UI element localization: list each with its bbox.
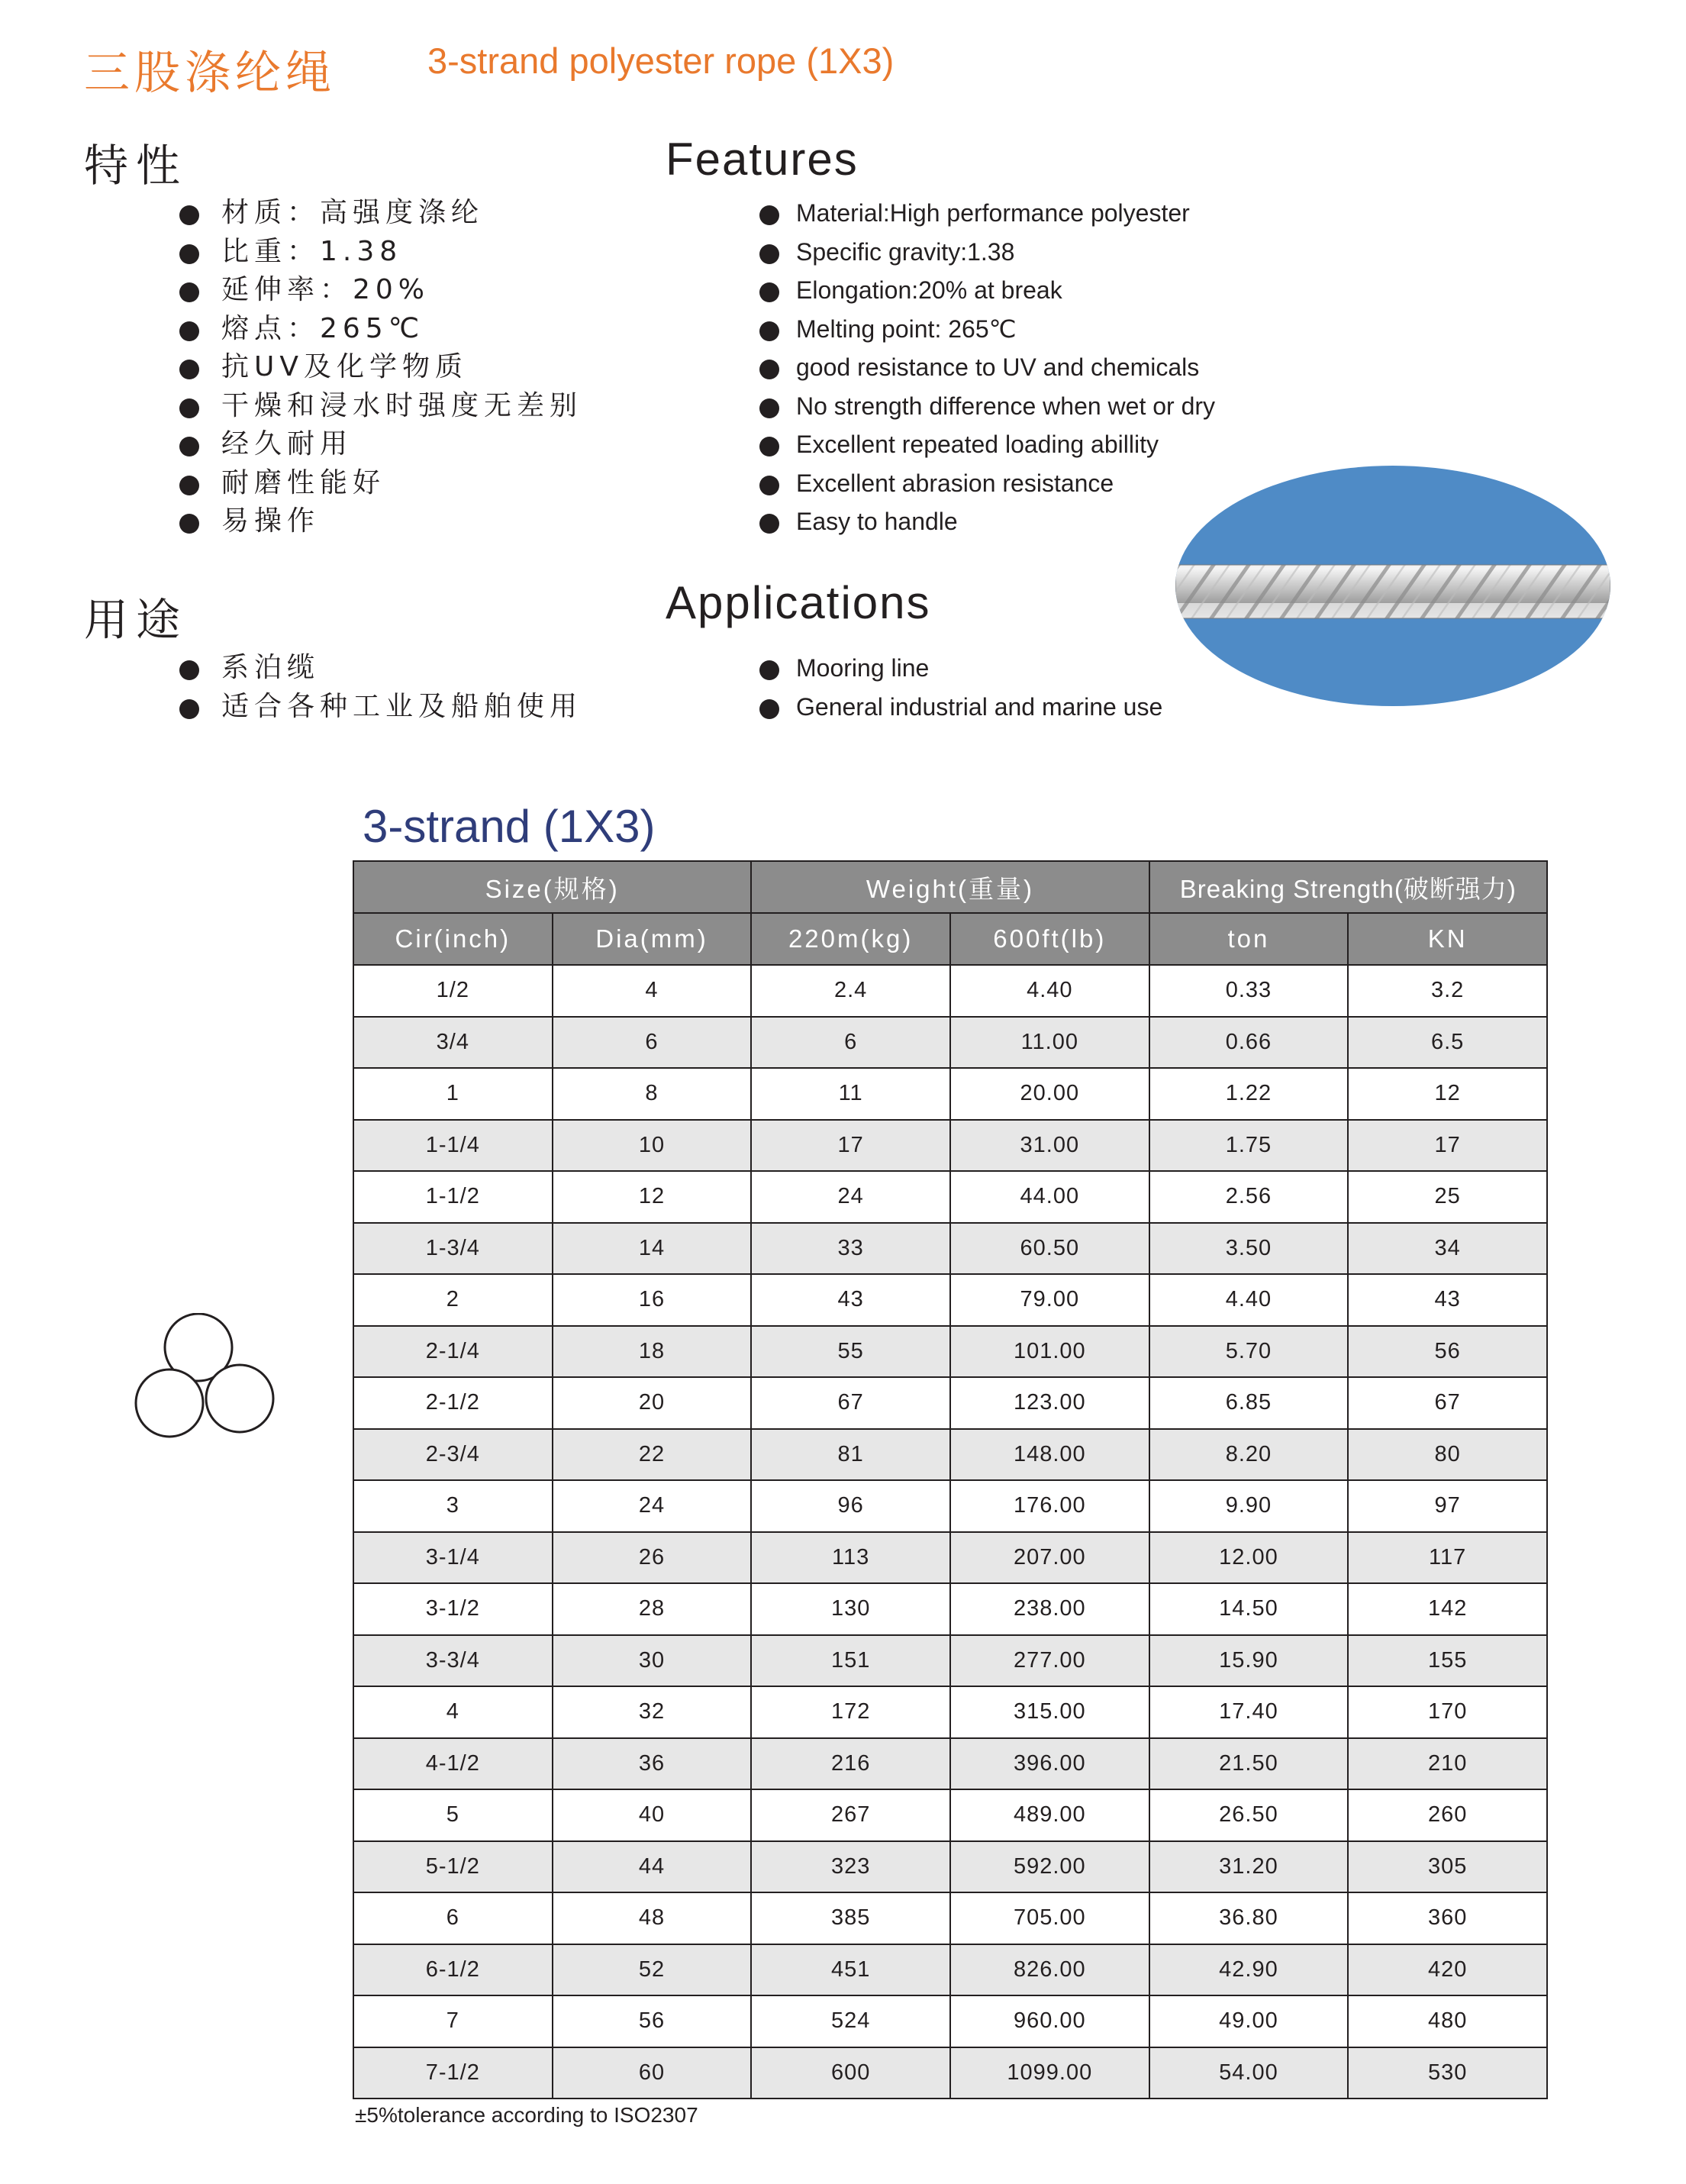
table-row xyxy=(353,1892,1547,1944)
bullet-icon xyxy=(759,244,779,264)
table-row xyxy=(353,1068,1547,1120)
cell-weight-220m: 172 xyxy=(751,1686,950,1738)
cell-dia: 24 xyxy=(553,1480,752,1532)
bullet-icon xyxy=(759,514,779,534)
cell-dia: 60 xyxy=(553,2047,752,2099)
cell-strength-kn: 420 xyxy=(1348,1944,1547,1996)
rope-photo xyxy=(1175,466,1610,706)
table-row xyxy=(353,1223,1547,1275)
cell-weight-220m: 17 xyxy=(751,1120,950,1172)
cell-strength-kn: 360 xyxy=(1348,1892,1547,1944)
cell-dia: 18 xyxy=(553,1326,752,1378)
cell-strength-ton: 1.22 xyxy=(1149,1068,1349,1120)
feature-en-item xyxy=(759,194,1215,233)
table-row xyxy=(353,1532,1547,1584)
cell-dia: 40 xyxy=(553,1789,752,1841)
feature-cn-text: 干燥和浸水时强度无差别 xyxy=(221,389,583,421)
cell-weight-220m: 6 xyxy=(751,1017,950,1069)
bullet-icon xyxy=(759,660,779,680)
feature-en-text: Excellent repeated loading abillity xyxy=(796,431,1159,458)
bullet-icon xyxy=(759,476,779,495)
cell-weight-220m: 600 xyxy=(751,2047,950,2099)
cell-dia: 20 xyxy=(553,1377,752,1429)
cell-weight-600ft: 238.00 xyxy=(950,1583,1149,1635)
cell-strength-ton: 42.90 xyxy=(1149,1944,1349,1996)
cell-strength-kn: 3.2 xyxy=(1348,965,1547,1017)
cell-strength-ton: 4.40 xyxy=(1149,1274,1349,1326)
cell-dia: 36 xyxy=(553,1738,752,1790)
table-row xyxy=(353,1841,1547,1893)
cell-strength-ton: 8.20 xyxy=(1149,1429,1349,1481)
cell-strength-ton: 17.40 xyxy=(1149,1686,1349,1738)
feature-cn-text: 抗UV及化学物质 xyxy=(221,351,468,382)
cell-weight-600ft: 123.00 xyxy=(950,1377,1149,1429)
cell-weight-600ft: 31.00 xyxy=(950,1120,1149,1172)
cell-strength-kn: 142 xyxy=(1348,1583,1547,1635)
feature-en-item xyxy=(759,502,1215,541)
cell-weight-600ft: 148.00 xyxy=(950,1429,1149,1481)
feature-cn-item xyxy=(179,425,582,464)
cell-strength-ton: 0.66 xyxy=(1149,1017,1349,1069)
bullet-icon xyxy=(179,699,199,719)
bullet-icon xyxy=(759,360,779,379)
cell-dia: 4 xyxy=(553,965,752,1017)
feature-en-text: Excellent abrasion resistance xyxy=(796,469,1114,497)
feature-cn-item xyxy=(179,464,582,503)
bullet-icon xyxy=(179,398,199,418)
feature-en-item xyxy=(759,387,1215,426)
cell-strength-kn: 480 xyxy=(1348,1995,1547,2047)
cell-dia: 16 xyxy=(553,1274,752,1326)
cell-strength-ton: 9.90 xyxy=(1149,1480,1349,1532)
feature-en-item xyxy=(759,271,1215,310)
feature-cn-item xyxy=(179,271,582,310)
bullet-icon xyxy=(179,321,199,341)
table-row xyxy=(353,1326,1547,1378)
bullet-icon xyxy=(179,282,199,302)
spec-table-body xyxy=(353,965,1547,2099)
feature-cn-text: 易操作 xyxy=(221,505,321,537)
cell-strength-kn: 305 xyxy=(1348,1841,1547,1893)
cell-strength-kn: 34 xyxy=(1348,1223,1547,1275)
cell-weight-220m: 43 xyxy=(751,1274,950,1326)
application-cn-text: 适合各种工业及船舶使用 xyxy=(221,690,583,722)
bullet-icon xyxy=(179,437,199,456)
cell-strength-ton: 36.80 xyxy=(1149,1892,1349,1944)
cell-weight-600ft: 44.00 xyxy=(950,1171,1149,1223)
cell-weight-600ft: 396.00 xyxy=(950,1738,1149,1790)
cell-weight-600ft: 1099.00 xyxy=(950,2047,1149,2099)
cell-strength-ton: 2.56 xyxy=(1149,1171,1349,1223)
cell-dia: 32 xyxy=(553,1686,752,1738)
cell-weight-220m: 67 xyxy=(751,1377,950,1429)
table-row xyxy=(353,965,1547,1017)
feature-cn-item xyxy=(179,348,582,387)
application-cn-item xyxy=(179,649,582,688)
cell-dia: 14 xyxy=(553,1223,752,1275)
cell-strength-ton: 21.50 xyxy=(1149,1738,1349,1790)
cell-strength-ton: 26.50 xyxy=(1149,1789,1349,1841)
cell-cir: 7-1/2 xyxy=(353,2047,553,2099)
feature-en-text: good resistance to UV and chemicals xyxy=(796,353,1200,381)
cell-cir: 7 xyxy=(353,1995,553,2047)
cell-strength-ton: 49.00 xyxy=(1149,1995,1349,2047)
cell-strength-kn: 25 xyxy=(1348,1171,1547,1223)
col-header-dia: Dia(mm) xyxy=(553,913,752,965)
table-row xyxy=(353,1120,1547,1172)
feature-cn-text: 材质：高强度涤纶 xyxy=(221,197,485,228)
cell-cir: 2-1/4 xyxy=(353,1326,553,1378)
applications-list-cn xyxy=(179,649,582,726)
cell-weight-220m: 130 xyxy=(751,1583,950,1635)
cell-cir: 1-1/2 xyxy=(353,1171,553,1223)
cell-strength-kn: 170 xyxy=(1348,1686,1547,1738)
bullet-icon xyxy=(759,205,779,225)
cell-weight-220m: 385 xyxy=(751,1892,950,1944)
cell-dia: 28 xyxy=(553,1583,752,1635)
cell-weight-600ft: 101.00 xyxy=(950,1326,1149,1378)
features-heading-en: Features xyxy=(666,134,859,185)
cell-cir: 4-1/2 xyxy=(353,1738,553,1790)
features-heading-cn: 特性 xyxy=(84,140,189,192)
cell-weight-600ft: 489.00 xyxy=(950,1789,1149,1841)
table-row xyxy=(353,1738,1547,1790)
cell-cir: 3-3/4 xyxy=(353,1635,553,1687)
application-en-text: Mooring line xyxy=(796,654,930,682)
cell-weight-220m: 113 xyxy=(751,1532,950,1584)
table-row xyxy=(353,1944,1547,1996)
cell-strength-ton: 5.70 xyxy=(1149,1326,1349,1378)
cell-weight-600ft: 277.00 xyxy=(950,1635,1149,1687)
cell-strength-ton: 15.90 xyxy=(1149,1635,1349,1687)
cell-cir: 3-1/2 xyxy=(353,1583,553,1635)
cell-strength-kn: 210 xyxy=(1348,1738,1547,1790)
cell-weight-220m: 2.4 xyxy=(751,965,950,1017)
col-header-600ft: 600ft(lb) xyxy=(950,913,1149,965)
bullet-icon xyxy=(759,282,779,302)
cell-dia: 22 xyxy=(553,1429,752,1481)
features-list-cn xyxy=(179,194,582,541)
cell-strength-kn: 17 xyxy=(1348,1120,1547,1172)
table-row xyxy=(353,1583,1547,1635)
cell-strength-ton: 14.50 xyxy=(1149,1583,1349,1635)
feature-en-item xyxy=(759,348,1215,387)
title-en: 3-strand polyester rope (1X3) xyxy=(427,40,895,81)
cell-weight-600ft: 11.00 xyxy=(950,1017,1149,1069)
cell-strength-ton: 31.20 xyxy=(1149,1841,1349,1893)
feature-cn-item xyxy=(179,310,582,349)
bullet-icon xyxy=(179,476,199,495)
table-row xyxy=(353,1377,1547,1429)
application-cn-text: 系泊缆 xyxy=(221,652,321,683)
cell-dia: 26 xyxy=(553,1532,752,1584)
cell-strength-kn: 6.5 xyxy=(1348,1017,1547,1069)
feature-en-text: Specific gravity:1.38 xyxy=(796,237,1015,266)
cell-weight-220m: 33 xyxy=(751,1223,950,1275)
bullet-icon xyxy=(759,437,779,456)
spec-table xyxy=(353,860,1548,2099)
cell-weight-600ft: 826.00 xyxy=(950,1944,1149,1996)
table-row xyxy=(353,1789,1547,1841)
feature-cn-text: 耐磨性能好 xyxy=(221,466,386,498)
feature-en-text: Material:High performance polyester xyxy=(796,199,1190,227)
bullet-icon xyxy=(179,360,199,379)
bullet-icon xyxy=(179,244,199,264)
cell-weight-220m: 451 xyxy=(751,1944,950,1996)
feature-cn-item xyxy=(179,233,582,272)
cell-weight-600ft: 4.40 xyxy=(950,965,1149,1017)
cell-weight-600ft: 207.00 xyxy=(950,1532,1149,1584)
table-row xyxy=(353,2047,1547,2099)
cell-weight-600ft: 592.00 xyxy=(950,1841,1149,1893)
cell-weight-600ft: 79.00 xyxy=(950,1274,1149,1326)
bullet-icon xyxy=(759,321,779,341)
table-row xyxy=(353,1274,1547,1326)
feature-en-item xyxy=(759,233,1215,272)
col-header-220m: 220m(kg) xyxy=(751,913,950,965)
cell-weight-600ft: 20.00 xyxy=(950,1068,1149,1120)
cell-cir: 2-1/2 xyxy=(353,1377,553,1429)
cell-weight-600ft: 705.00 xyxy=(950,1892,1149,1944)
cell-weight-600ft: 315.00 xyxy=(950,1686,1149,1738)
feature-cn-text: 经久耐用 xyxy=(221,428,353,460)
applications-list-en xyxy=(759,649,1162,726)
cell-cir: 3 xyxy=(353,1480,553,1532)
cell-weight-220m: 11 xyxy=(751,1068,950,1120)
cell-strength-kn: 80 xyxy=(1348,1429,1547,1481)
application-en-item xyxy=(759,688,1162,727)
feature-en-item xyxy=(759,425,1215,464)
cell-strength-kn: 117 xyxy=(1348,1532,1547,1584)
cell-strength-kn: 260 xyxy=(1348,1789,1547,1841)
application-cn-item xyxy=(179,688,582,727)
feature-en-item xyxy=(759,310,1215,349)
cell-strength-kn: 43 xyxy=(1348,1274,1547,1326)
cell-strength-ton: 0.33 xyxy=(1149,965,1349,1017)
rope-illustration xyxy=(1175,466,1610,706)
cell-cir: 1-3/4 xyxy=(353,1223,553,1275)
cell-strength-ton: 12.00 xyxy=(1149,1532,1349,1584)
feature-en-item xyxy=(759,464,1215,503)
cell-weight-220m: 96 xyxy=(751,1480,950,1532)
cell-cir: 3-1/4 xyxy=(353,1532,553,1584)
cell-dia: 56 xyxy=(553,1995,752,2047)
cell-strength-ton: 54.00 xyxy=(1149,2047,1349,2099)
cell-weight-220m: 524 xyxy=(751,1995,950,2047)
cell-dia: 12 xyxy=(553,1171,752,1223)
table-sub-header-row xyxy=(353,913,1547,965)
cell-weight-600ft: 960.00 xyxy=(950,1995,1149,2047)
cell-strength-kn: 67 xyxy=(1348,1377,1547,1429)
group-header-size: Size(规格) xyxy=(353,861,751,913)
cell-cir: 4 xyxy=(353,1686,553,1738)
table-group-header-row xyxy=(353,861,1547,913)
cell-strength-ton: 1.75 xyxy=(1149,1120,1349,1172)
feature-cn-item xyxy=(179,387,582,426)
table-row xyxy=(353,1429,1547,1481)
cell-weight-220m: 55 xyxy=(751,1326,950,1378)
feature-cn-text: 比重：1.38 xyxy=(221,235,403,267)
cell-weight-600ft: 60.50 xyxy=(950,1223,1149,1275)
cell-strength-ton: 6.85 xyxy=(1149,1377,1349,1429)
title-cn: 三股涤纶绳 xyxy=(84,47,336,100)
bullet-icon xyxy=(179,205,199,225)
table-row xyxy=(353,1686,1547,1738)
table-row xyxy=(353,1171,1547,1223)
cell-cir: 1/2 xyxy=(353,965,553,1017)
feature-cn-item xyxy=(179,502,582,541)
cell-cir: 2 xyxy=(353,1274,553,1326)
table-row xyxy=(353,1017,1547,1069)
table-row xyxy=(353,1480,1547,1532)
bullet-icon xyxy=(759,398,779,418)
bullet-icon xyxy=(179,514,199,534)
cell-weight-220m: 323 xyxy=(751,1841,950,1893)
cell-cir: 6 xyxy=(353,1892,553,1944)
cell-dia: 48 xyxy=(553,1892,752,1944)
cell-weight-220m: 267 xyxy=(751,1789,950,1841)
applications-heading-en: Applications xyxy=(666,577,931,628)
feature-en-text: No strength difference when wet or dry xyxy=(796,392,1216,420)
col-header-cir: Cir(inch) xyxy=(353,913,553,965)
feature-en-text: Easy to handle xyxy=(796,508,958,535)
cell-weight-220m: 151 xyxy=(751,1635,950,1687)
applications-heading-cn: 用途 xyxy=(84,594,189,646)
cell-cir: 5 xyxy=(353,1789,553,1841)
cell-dia: 10 xyxy=(553,1120,752,1172)
cell-dia: 6 xyxy=(553,1017,752,1069)
group-header-weight: Weight(重量) xyxy=(751,861,1149,913)
feature-cn-text: 熔点：265℃ xyxy=(221,312,425,344)
cell-strength-kn: 97 xyxy=(1348,1480,1547,1532)
col-header-ton: ton xyxy=(1149,913,1349,965)
cell-cir: 6-1/2 xyxy=(353,1944,553,1996)
cell-weight-600ft: 176.00 xyxy=(950,1480,1149,1532)
cell-weight-220m: 81 xyxy=(751,1429,950,1481)
cell-strength-kn: 530 xyxy=(1348,2047,1547,2099)
table-title: 3-strand (1X3) xyxy=(363,801,656,852)
cell-dia: 52 xyxy=(553,1944,752,1996)
col-header-kn: KN xyxy=(1348,913,1547,965)
cell-cir: 2-3/4 xyxy=(353,1429,553,1481)
cell-dia: 30 xyxy=(553,1635,752,1687)
cell-dia: 8 xyxy=(553,1068,752,1120)
application-en-text: General industrial and marine use xyxy=(796,692,1163,721)
feature-en-text: Elongation:20% at break xyxy=(796,276,1062,304)
cell-cir: 1-1/4 xyxy=(353,1120,553,1172)
three-strand-icon xyxy=(130,1313,282,1458)
tolerance-note: ±5%tolerance according to ISO2307 xyxy=(355,2103,698,2127)
cell-cir: 1 xyxy=(353,1068,553,1120)
cell-strength-kn: 155 xyxy=(1348,1635,1547,1687)
cell-weight-220m: 216 xyxy=(751,1738,950,1790)
cell-strength-kn: 56 xyxy=(1348,1326,1547,1378)
cell-cir: 5-1/2 xyxy=(353,1841,553,1893)
cell-dia: 44 xyxy=(553,1841,752,1893)
table-row xyxy=(353,1995,1547,2047)
feature-cn-text: 延伸率：20% xyxy=(221,274,430,305)
cell-strength-kn: 12 xyxy=(1348,1068,1547,1120)
application-en-item xyxy=(759,649,1162,688)
cell-weight-220m: 24 xyxy=(751,1171,950,1223)
cell-strength-ton: 3.50 xyxy=(1149,1223,1349,1275)
features-list-en xyxy=(759,194,1215,541)
feature-cn-item xyxy=(179,194,582,233)
table-row xyxy=(353,1635,1547,1687)
feature-en-text: Melting point: 265℃ xyxy=(796,315,1017,343)
bullet-icon xyxy=(759,699,779,719)
bullet-icon xyxy=(179,660,199,680)
group-header-strength: Breaking Strength(破断强力) xyxy=(1149,861,1547,913)
cell-cir: 3/4 xyxy=(353,1017,553,1069)
